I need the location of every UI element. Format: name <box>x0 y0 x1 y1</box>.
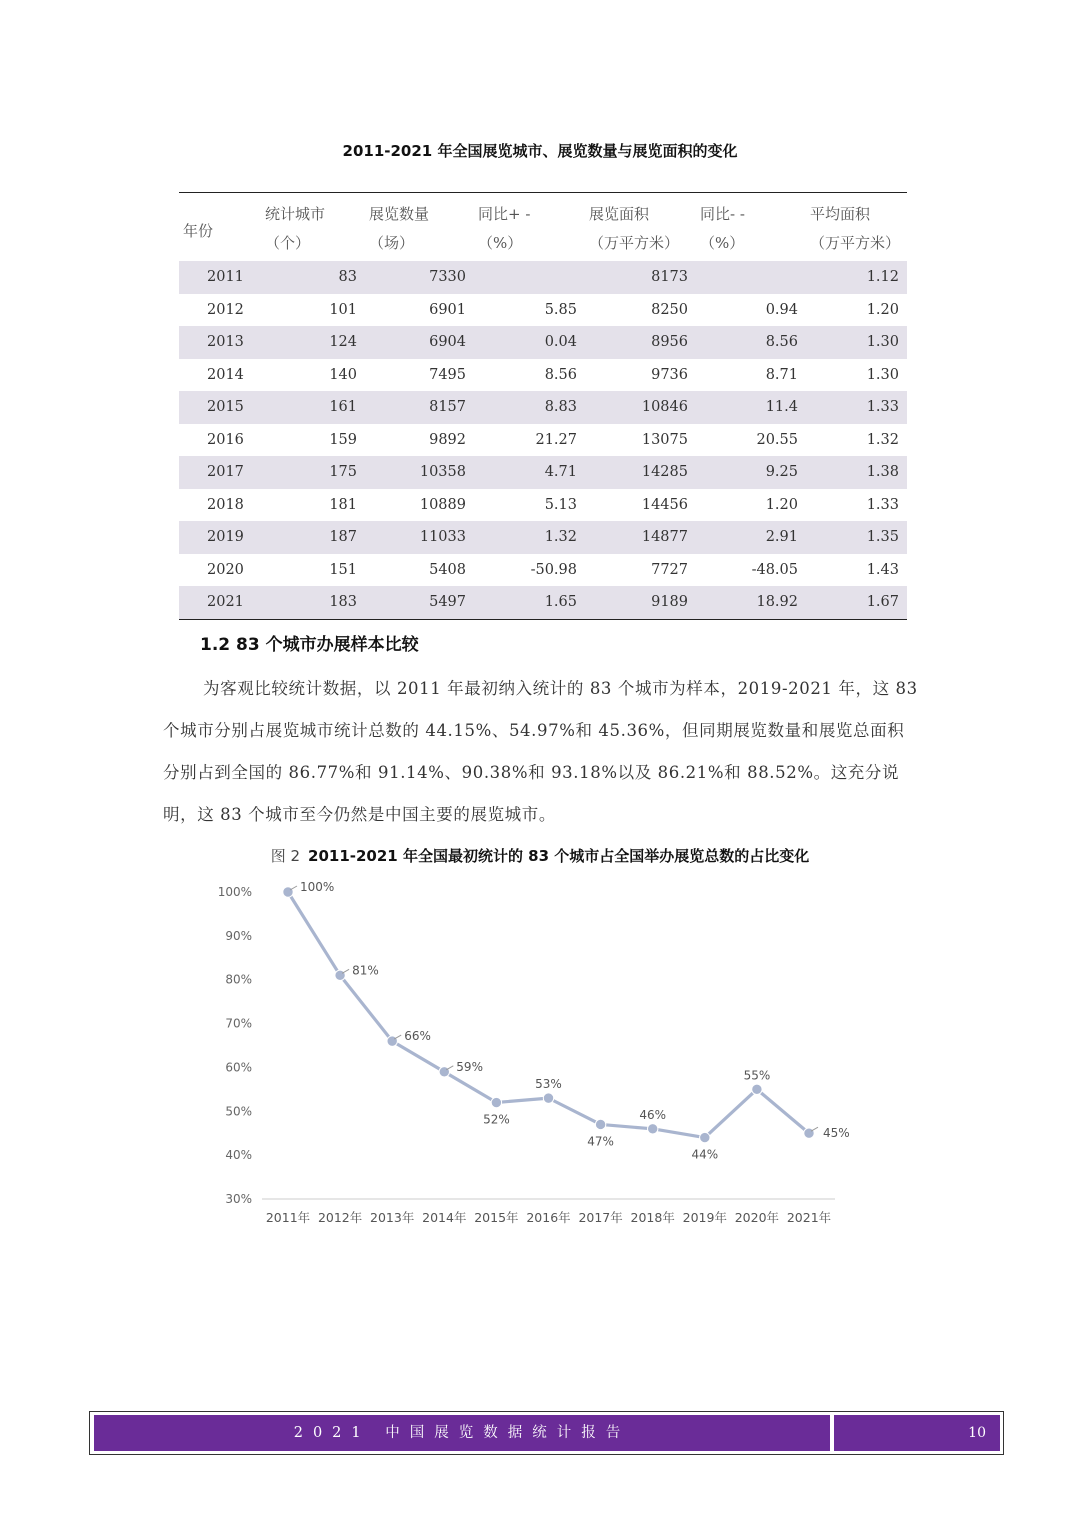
table-cell: -48.05 <box>751 561 798 578</box>
col-unit-area: （万平方米） <box>589 234 680 252</box>
table-cell: 83 <box>261 261 365 294</box>
y-tick-label: 90% <box>225 928 252 943</box>
table-cell: 1.33 <box>806 391 907 424</box>
table-row <box>179 456 907 489</box>
table-cell: 8956 <box>585 326 696 359</box>
table-cell: 8157 <box>365 391 474 424</box>
table-cell: 161 <box>261 391 365 424</box>
table-cell: 2015 <box>179 391 261 424</box>
table-row <box>179 521 907 554</box>
data-label: 46% <box>639 1107 667 1122</box>
table-cell: 2021 <box>179 586 261 619</box>
footer-report-title: 2021 中国展览数据统计报告 <box>94 1415 830 1451</box>
table-cell: 10889 <box>419 496 466 513</box>
table-cell: 0.94 <box>765 301 798 318</box>
table-cell: 2011 <box>179 261 261 294</box>
table-row <box>179 359 907 392</box>
figure-number: 图 2 <box>270 847 301 865</box>
table-cell: 9.25 <box>696 456 806 489</box>
data-point <box>335 970 345 980</box>
table-row <box>179 261 907 294</box>
table-cell: 2012 <box>207 301 244 318</box>
table-cell: 20.55 <box>756 431 798 448</box>
data-point <box>283 887 293 897</box>
table-cell: 1.30 <box>806 326 907 359</box>
table-cell: 9892 <box>429 431 466 448</box>
table-cell: 175 <box>261 456 365 489</box>
table-cell: 151 <box>329 561 357 578</box>
table-cell: 2016 <box>207 431 244 448</box>
y-tick-label: 30% <box>225 1192 252 1206</box>
table-cell: 6904 <box>365 326 474 359</box>
table-cell: 101 <box>329 301 357 318</box>
table-cell: 14285 <box>585 456 696 489</box>
table-cell: 14877 <box>585 521 696 554</box>
table-cell: 2013 <box>179 326 261 359</box>
col-header-area-yoy: 同比- - <box>696 193 806 229</box>
y-tick-label: 60% <box>225 1060 252 1075</box>
line-chart <box>200 875 880 1235</box>
y-tick-label: 40% <box>225 1148 252 1163</box>
table-cell: 8.71 <box>765 366 798 383</box>
table-cell: 8.56 <box>544 366 577 383</box>
x-tick-label: 2012年 <box>317 1210 363 1225</box>
y-tick-label: 80% <box>225 972 252 987</box>
x-tick-label: 2019年 <box>682 1210 727 1225</box>
x-tick-label: 2016年 <box>526 1210 571 1225</box>
data-point <box>543 1093 553 1103</box>
table-cell: 5497 <box>365 586 474 619</box>
col-unit-area-yoy: （%） <box>700 234 745 252</box>
figure-caption <box>0 845 1080 866</box>
table-cell: 8250 <box>651 301 688 318</box>
data-point <box>804 1128 814 1138</box>
table-cell: 6901 <box>429 301 466 318</box>
y-tick-label: 100% <box>217 885 252 899</box>
table-cell: 124 <box>261 326 365 359</box>
table-row <box>179 391 907 424</box>
table-cell: 0.04 <box>474 326 585 359</box>
table-cell: 1.35 <box>806 521 907 554</box>
col-unit-count: （场） <box>369 234 415 252</box>
x-tick-label: 2021年 <box>786 1210 832 1225</box>
table-cell: 1.65 <box>474 586 585 619</box>
x-tick-label: 2020年 <box>734 1210 780 1225</box>
x-tick-label: 2013年 <box>370 1210 415 1225</box>
body-paragraph: 为客观比较统计数据，以 2011 年最初纳入统计的 83 个城市为样本，2019-2021 年，这 83 个城市分别占展览城市统计总数的 44.15%、54.97%和 45.36%，但同期展览数量和展览总面积分别占到全国的 86.77%和 91.14%、90.38%和 93.18%以及 86.21%和 88.52%。这充分说明，这 83 个城市至今仍然是中国主要的展览城市。 <box>163 679 918 824</box>
table-cell: 5408 <box>429 561 466 578</box>
data-label: 59% <box>456 1059 483 1074</box>
table-cell: 1.67 <box>806 586 907 619</box>
table-row <box>179 326 907 359</box>
table-cell: -50.98 <box>530 561 577 578</box>
table-cell: 18.92 <box>696 586 806 619</box>
col-header-area: 展览面积 <box>585 193 696 229</box>
table-cell: 7495 <box>429 366 466 383</box>
table-cell: 1.33 <box>866 496 899 513</box>
x-tick-label: 2018年 <box>630 1210 675 1225</box>
col-header-avg: 平均面积 <box>806 193 907 229</box>
table-row <box>179 586 907 619</box>
table-cell: 10846 <box>585 391 696 424</box>
col-header-year: 年份 <box>179 193 261 262</box>
table-cell: 2014 <box>207 366 244 383</box>
table-cell: 183 <box>261 586 365 619</box>
data-point <box>752 1084 762 1094</box>
table-cell: 9736 <box>651 366 688 383</box>
table-cell: 8.83 <box>474 391 585 424</box>
table-row <box>179 294 907 327</box>
table-cell: 11033 <box>365 521 474 554</box>
data-point <box>491 1097 501 1107</box>
table-cell: 14456 <box>641 496 688 513</box>
data-label: 53% <box>535 1077 562 1092</box>
table-cell: 1.12 <box>806 261 907 294</box>
table-cell: 7727 <box>651 561 688 578</box>
data-point <box>439 1067 449 1077</box>
table-cell: 2020 <box>207 561 244 578</box>
table-cell: 2019 <box>179 521 261 554</box>
data-label: 100% <box>300 880 335 894</box>
y-tick-label: 50% <box>225 1104 252 1119</box>
data-point <box>648 1124 658 1134</box>
x-tick-label: 2017年 <box>578 1210 623 1225</box>
table-cell: 5.85 <box>544 301 577 318</box>
data-label: 47% <box>587 1134 614 1149</box>
table-cell: 21.27 <box>535 431 577 448</box>
table-cell: 8173 <box>585 261 696 294</box>
table-cell: 159 <box>329 431 357 448</box>
table-cell: 187 <box>261 521 365 554</box>
table-cell: 1.43 <box>866 561 899 578</box>
col-unit-avg: （万平方米） <box>810 234 901 252</box>
x-tick-label: 2015年 <box>474 1210 519 1225</box>
exhibition-table <box>179 192 907 620</box>
table-cell: 1.32 <box>474 521 585 554</box>
table-cell: 1.20 <box>765 496 798 513</box>
data-label: 55% <box>743 1068 771 1083</box>
figure-title: 2011-2021 年全国最初统计的 83 个城市占全国举办展览总数的占比变化 <box>308 847 810 865</box>
data-label: 81% <box>352 963 379 978</box>
table-cell: 2.91 <box>696 521 806 554</box>
table-cell: 4.71 <box>474 456 585 489</box>
table-cell: 9189 <box>585 586 696 619</box>
col-header-count-yoy: 同比+ - <box>474 193 585 229</box>
col-header-cities: 统计城市 <box>261 193 365 229</box>
section-heading: 1.2 83 个城市办展样本比较 <box>200 635 419 655</box>
table-cell: 1.32 <box>866 431 899 448</box>
col-unit-cities: （个） <box>265 234 311 252</box>
table-cell: 7330 <box>365 261 474 294</box>
table-cell <box>696 261 806 294</box>
table-row <box>179 554 907 587</box>
data-label: 52% <box>483 1112 510 1127</box>
table-cell: 181 <box>329 496 357 513</box>
data-label: 66% <box>404 1029 431 1044</box>
col-header-count: 展览数量 <box>365 193 474 229</box>
x-tick-label: 2014年 <box>422 1210 467 1225</box>
table-cell: 1.30 <box>866 366 899 383</box>
x-tick-label: 2011年 <box>265 1210 311 1225</box>
table-cell: 10358 <box>365 456 474 489</box>
table-cell: 13075 <box>641 431 688 448</box>
table-cell: 140 <box>329 366 357 383</box>
data-point <box>595 1119 605 1129</box>
col-unit-count-yoy: （%） <box>478 234 523 252</box>
data-label: 45% <box>823 1126 850 1141</box>
data-point <box>700 1132 710 1142</box>
table-cell: 8.56 <box>696 326 806 359</box>
table-row <box>179 424 907 457</box>
table-cell: 5.13 <box>544 496 577 513</box>
table-title: 2011-2021 年全国展览城市、展览数量与展览面积的变化 <box>342 142 738 160</box>
table-cell: 1.20 <box>866 301 899 318</box>
table-row <box>179 489 907 522</box>
table-cell <box>474 261 585 294</box>
table-cell: 1.38 <box>806 456 907 489</box>
table-cell: 11.4 <box>696 391 806 424</box>
table-cell: 2017 <box>179 456 261 489</box>
footer-page-number: 10 <box>834 1415 1000 1451</box>
table-cell: 2018 <box>207 496 244 513</box>
y-tick-label: 70% <box>225 1016 252 1031</box>
data-label: 44% <box>691 1147 719 1162</box>
data-point <box>387 1036 397 1046</box>
